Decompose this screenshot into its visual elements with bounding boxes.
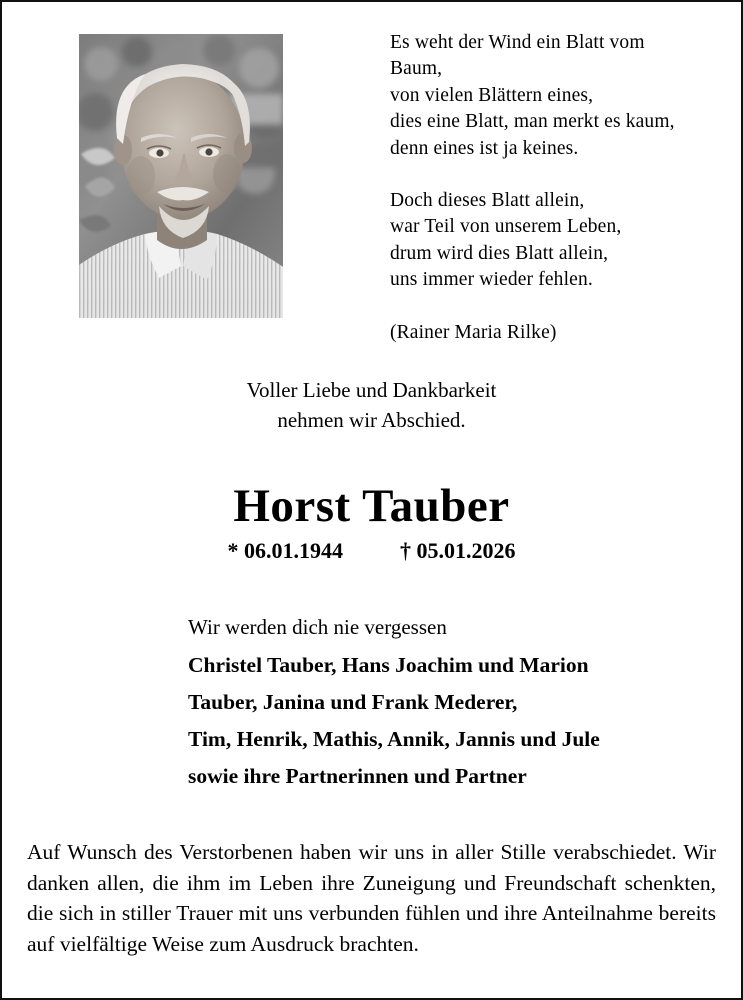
survivors-names: [188, 647, 741, 795]
survivors-line-4: sowie ihre Partnerinnen und Partner: [188, 764, 527, 788]
survivors-block: [2, 611, 741, 795]
death-cross-icon: †: [400, 538, 411, 563]
survivors-line-3: Tim, Henrik, Mathis, Annik, Jannis und Jule: [188, 727, 600, 751]
dedication: [2, 375, 741, 435]
poem-stanza-1-line-2: Baum,: [390, 58, 443, 80]
closing-paragraph: [2, 837, 741, 959]
portrait-photo: [79, 34, 283, 318]
poem-stanza-2-line-2: war Teil von unserem Leben,: [390, 216, 622, 238]
poem-stanza-1-line-5: denn eines ist ja keines.: [390, 137, 579, 159]
portrait-photo-graphic: [79, 34, 283, 318]
dedication-line-1: Voller Liebe und Dankbarkeit: [246, 378, 497, 402]
name-block: [2, 479, 741, 565]
survivors-line-1: Christel Tauber, Hans Joachim und Marion: [188, 653, 589, 677]
birth-date: 06.01.1944: [244, 538, 343, 563]
poem-stanza-2-line-4: uns immer wieder fehlen.: [390, 269, 593, 291]
survivors-lead: Wir werden dich nie vergessen: [188, 615, 447, 639]
death-date: 05.01.2026: [416, 538, 516, 563]
poem: [390, 30, 720, 346]
dedication-line-2: nehmen wir Abschied.: [277, 408, 466, 432]
header-area: [2, 2, 741, 357]
poem-stanza-1-line-3: von vielen Blättern eines,: [390, 84, 594, 106]
poem-stanza-1-line-4: dies eine Blatt, man merkt es kaum,: [390, 111, 675, 133]
life-dates: [2, 537, 741, 565]
poem-attribution: (Rainer Maria Rilke): [390, 321, 557, 343]
poem-stanza-2-line-1: Doch dieses Blatt allein,: [390, 190, 585, 212]
birth-star-icon: *: [227, 538, 239, 563]
poem-stanza-2-line-3: drum wird dies Blatt allein,: [390, 242, 609, 264]
stanza-divider: [390, 162, 720, 188]
survivors-line-2: Tauber, Janina und Frank Mederer,: [188, 690, 518, 714]
deceased-name: Horst Tauber: [233, 480, 510, 532]
closing-text: Auf Wunsch des Verstorbenen haben wir uns in aller Stille verabschiedet. Wir danken allen, die ihm im Leben ihre Zuneigung und Freundschaft schenkten, die sich in stiller Trauer mit uns verbunden fühlen und ihre Anteilnahme bereits auf vielfältige Weise zum Ausdruck brachten.: [27, 840, 716, 956]
poem-stanza-1-line-1: Es weht der Wind ein Blatt vom: [390, 32, 645, 53]
